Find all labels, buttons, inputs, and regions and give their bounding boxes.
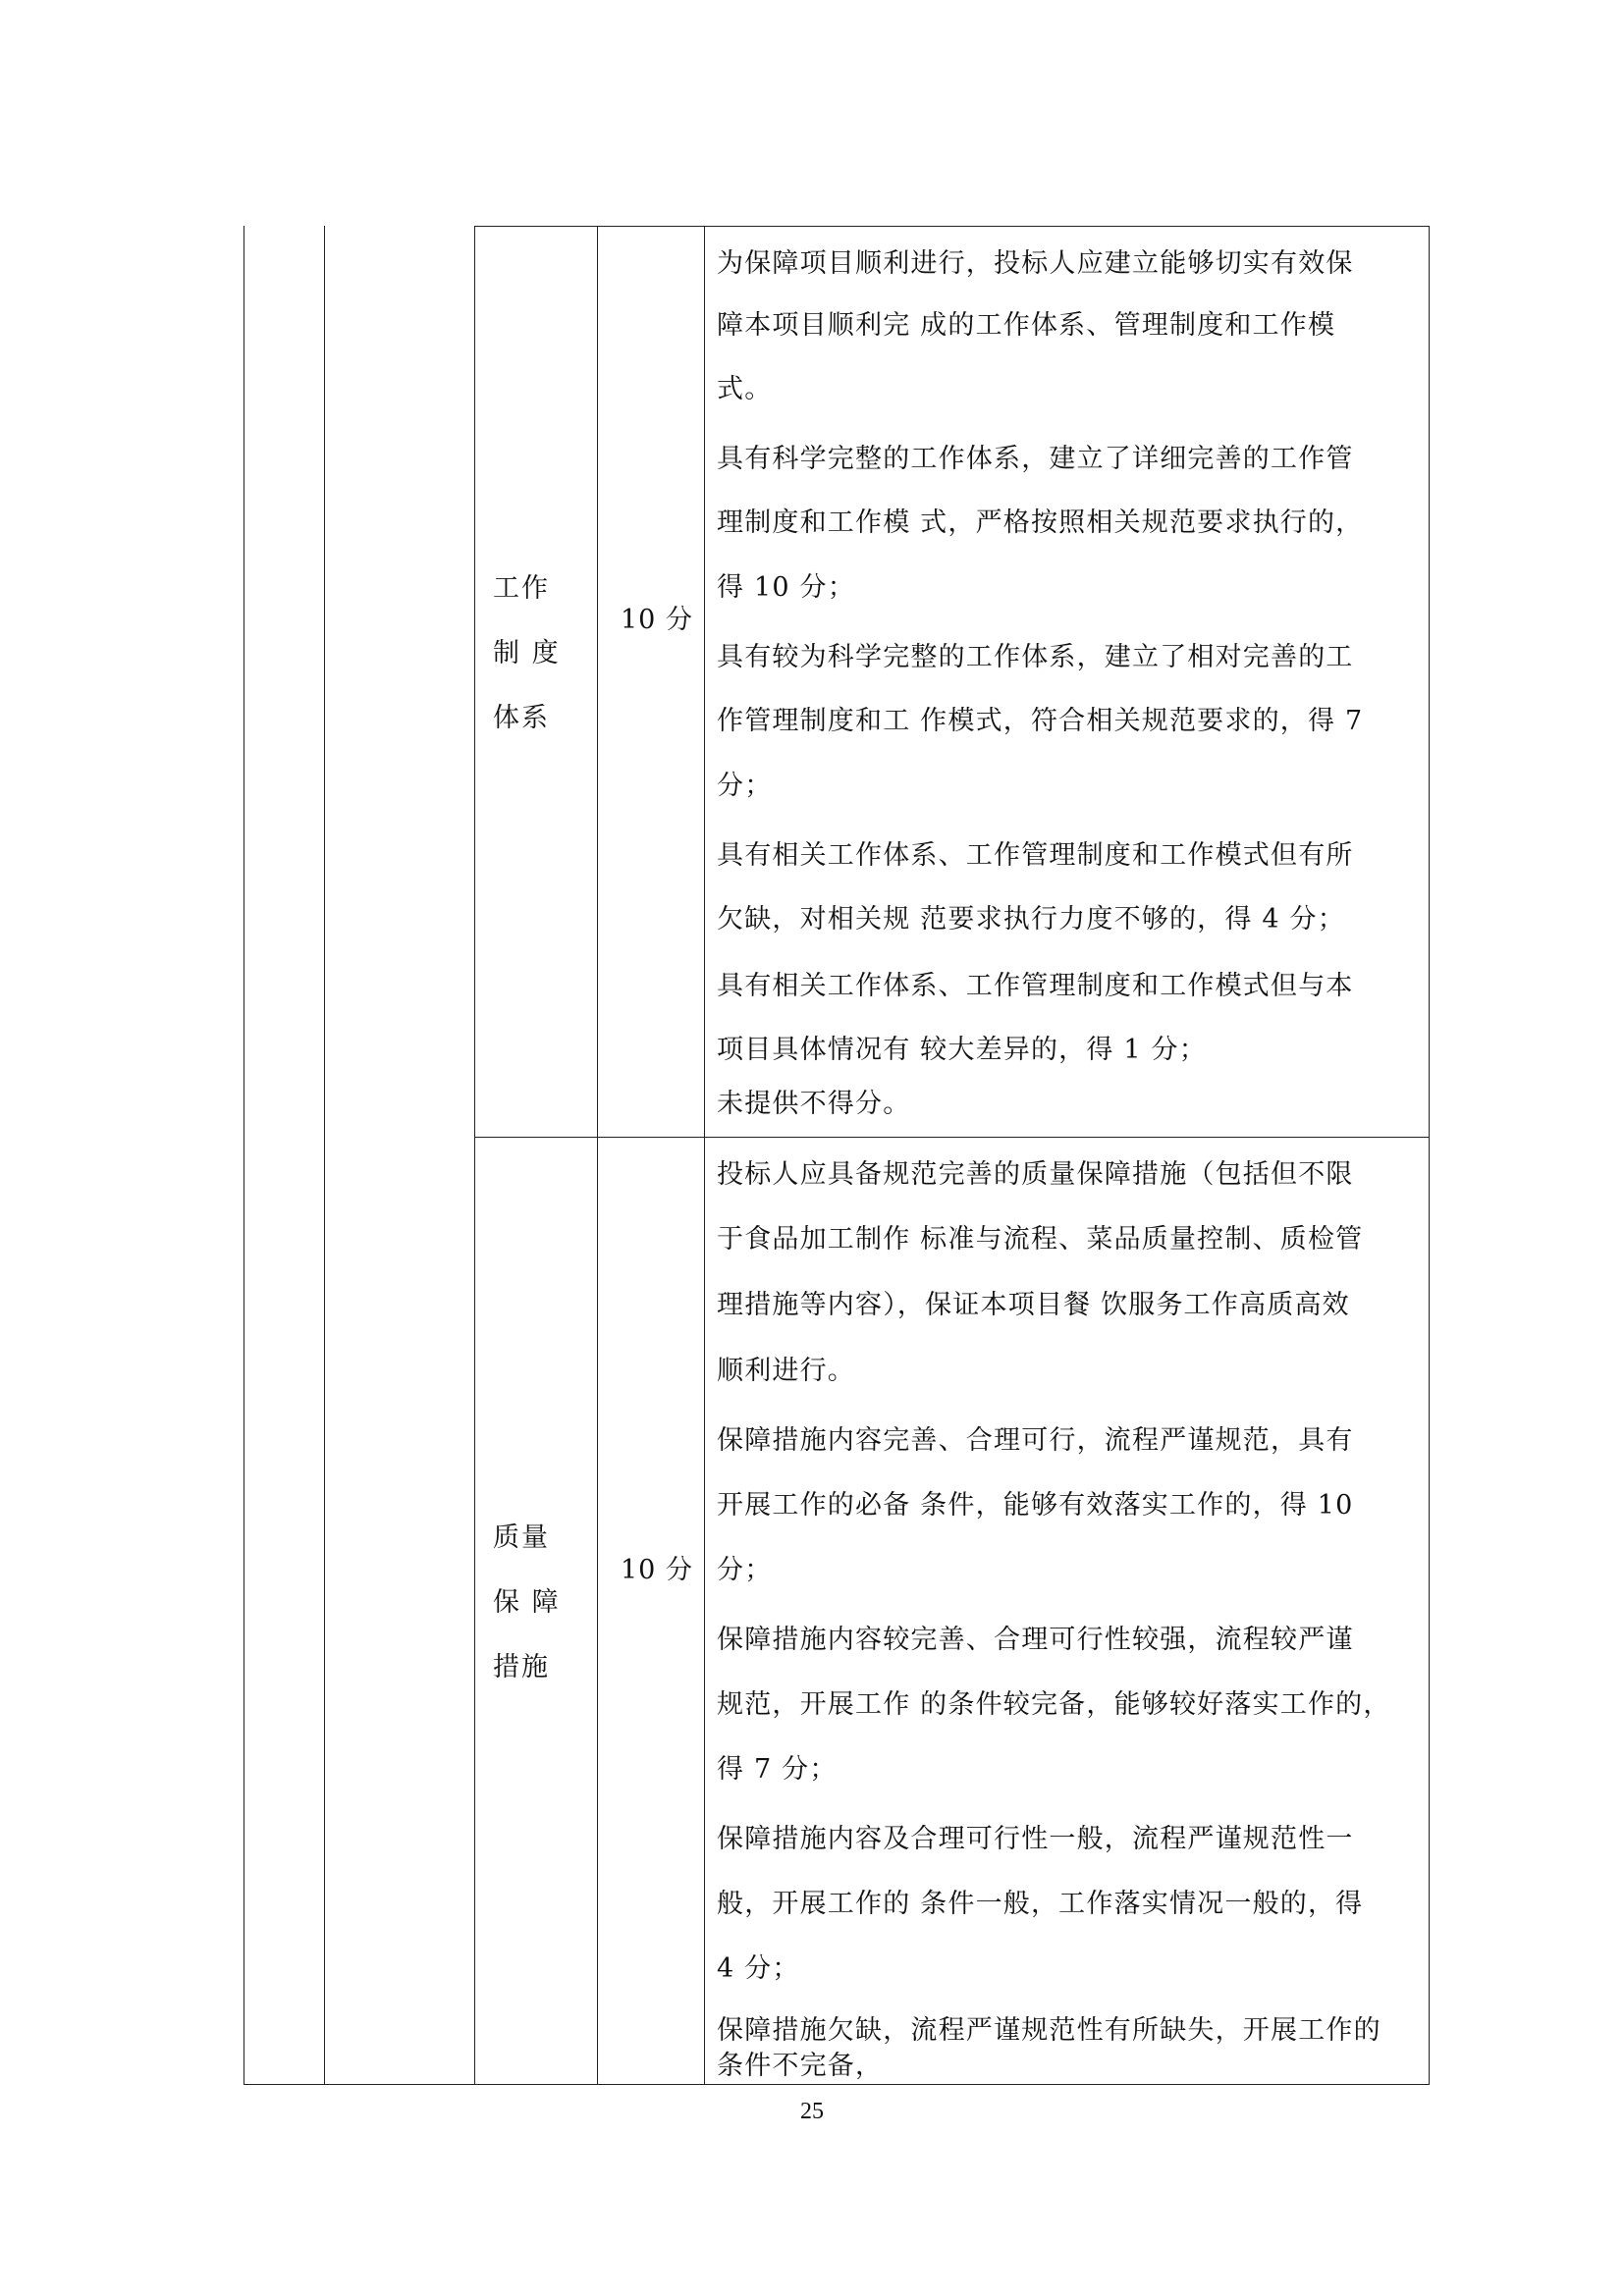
criteria-line: 理措施等内容），保证本项目餐 饮服务工作高质高效 bbox=[717, 1290, 1350, 1320]
criteria-line: 4 分； bbox=[717, 1953, 800, 1984]
criteria-line: 具有相关工作体系、工作管理制度和工作模式但与本 bbox=[717, 971, 1354, 1001]
criteria-line: 保障措施内容及合理可行性一般，流程严谨规范性一 bbox=[717, 1824, 1354, 1854]
table-column-divider bbox=[474, 226, 475, 2084]
criteria-line: 具有科学完整的工作体系，建立了详细完善的工作管 bbox=[717, 444, 1354, 474]
table-row-top-border bbox=[474, 226, 1430, 227]
item-name-cell bbox=[493, 557, 561, 751]
table-bottom-border bbox=[244, 2084, 1430, 2085]
table-border-right bbox=[1429, 226, 1430, 2084]
item-name-cell bbox=[493, 1506, 561, 1700]
criteria-line: 顺利进行。 bbox=[717, 1356, 855, 1386]
criteria-line: 开展工作的必备 条件，能够有效落实工作的，得 10 bbox=[717, 1490, 1354, 1521]
item-name-line: 质量 bbox=[493, 1522, 550, 1553]
criteria-line: 投标人应具备规范完善的质量保障措施（包括但不限 bbox=[717, 1159, 1354, 1190]
criteria-line: 得 10 分； bbox=[717, 572, 855, 603]
page-number: 25 bbox=[800, 2099, 824, 2124]
item-name-line: 保 障 bbox=[493, 1587, 561, 1618]
criteria-line: 般，开展工作的 条件一般，工作落实情况一般的，得 bbox=[717, 1889, 1364, 1919]
criteria-line: 保障措施内容完善、合理可行，流程严谨规范，具有 bbox=[717, 1425, 1354, 1456]
criteria-line: 保障措施内容较完善、合理可行性较强，流程较严谨 bbox=[717, 1625, 1354, 1655]
item-name-line: 体系 bbox=[493, 703, 550, 733]
table-column-divider bbox=[597, 226, 598, 2084]
criteria-line: 未提供不得分。 bbox=[717, 1089, 911, 1119]
criteria-line: 条件不完备， bbox=[717, 2051, 884, 2081]
criteria-line: 规范，开展工作 的条件较完备，能够较好落实工作的， bbox=[717, 1689, 1391, 1720]
table-column-divider bbox=[324, 226, 325, 2084]
criteria-line: 理制度和工作模 式，严格按照相关规范要求执行的， bbox=[717, 507, 1364, 538]
item-name-line: 工作 bbox=[493, 573, 550, 604]
criteria-line: 为保障项目顺利进行，投标人应建立能够切实有效保 bbox=[717, 248, 1354, 279]
criteria-line: 分； bbox=[717, 1555, 773, 1585]
criteria-line: 作管理制度和工 作模式，符合相关规范要求的，得 7 bbox=[717, 706, 1364, 736]
criteria-line: 具有相关工作体系、工作管理制度和工作模式但有所 bbox=[717, 840, 1354, 871]
criteria-line: 保障措施欠缺，流程严谨规范性有所缺失，开展工作的 bbox=[717, 2015, 1381, 2046]
item-name-line: 制 度 bbox=[493, 638, 561, 668]
score-cell: 10 分 bbox=[621, 1555, 693, 1585]
criteria-line: 得 7 分； bbox=[717, 1754, 838, 1785]
criteria-line: 于食品加工制作 标准与流程、菜品质量控制、质检管 bbox=[717, 1224, 1364, 1255]
criteria-line: 具有较为科学完整的工作体系，建立了相对完善的工 bbox=[717, 642, 1354, 672]
criteria-line: 分； bbox=[717, 771, 773, 801]
criteria-line: 式。 bbox=[717, 374, 773, 404]
item-name-line: 措施 bbox=[493, 1652, 550, 1682]
criteria-line: 欠缺，对相关规 范要求执行力度不够的，得 4 分； bbox=[717, 904, 1345, 934]
criteria-line: 障本项目顺利完 成的工作体系、管理制度和工作模 bbox=[717, 310, 1336, 341]
criteria-line: 项目具体情况有 较大差异的，得 1 分； bbox=[717, 1035, 1207, 1065]
table-column-divider bbox=[704, 226, 705, 2084]
table-row-divider bbox=[474, 1137, 1430, 1138]
score-cell: 10 分 bbox=[621, 605, 693, 635]
